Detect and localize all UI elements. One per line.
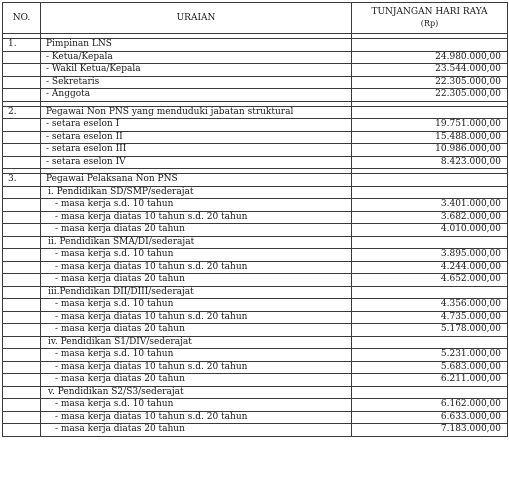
row-number bbox=[3, 424, 41, 437]
row-amount: 3.895.000,00 bbox=[352, 249, 508, 262]
row-number bbox=[3, 411, 41, 424]
row-amount: 4.244.000,00 bbox=[352, 261, 508, 274]
row-amount bbox=[352, 336, 508, 349]
table-row bbox=[3, 361, 508, 374]
row-amount bbox=[352, 106, 508, 119]
row-amount: 5.683.000,00 bbox=[352, 361, 508, 374]
row-number bbox=[3, 311, 41, 324]
row-amount: 24.980.000,00 bbox=[352, 51, 508, 64]
row-number bbox=[3, 211, 41, 224]
table-row bbox=[3, 424, 508, 437]
row-amount: 3.682.000,00 bbox=[352, 211, 508, 224]
header-uraian: URAIAN bbox=[41, 3, 352, 34]
row-amount bbox=[352, 186, 508, 199]
row-number bbox=[3, 374, 41, 387]
row-amount: 6.211.000,00 bbox=[352, 374, 508, 387]
row-description: ii. Pendidikan SMA/DI/sederajat bbox=[41, 236, 352, 249]
table-row bbox=[3, 106, 508, 119]
row-number bbox=[3, 224, 41, 237]
row-number: 2. bbox=[3, 106, 41, 119]
row-description: - masa kerja diatas 10 tahun s.d. 20 tahun bbox=[41, 411, 352, 424]
row-number bbox=[3, 76, 41, 89]
row-description: - setara eselon IV bbox=[41, 156, 352, 169]
table-row bbox=[3, 224, 508, 237]
table-row bbox=[3, 386, 508, 399]
row-number bbox=[3, 119, 41, 132]
row-amount: 7.183.000,00 bbox=[352, 424, 508, 437]
row-description: - Ketua/Kepala bbox=[41, 51, 352, 64]
header-thr-unit: (Rp) bbox=[420, 19, 439, 28]
row-amount: 19.751.000,00 bbox=[352, 119, 508, 132]
table-row bbox=[3, 39, 508, 52]
table-row bbox=[3, 311, 508, 324]
row-description: - masa kerja diatas 10 tahun s.d. 20 tahun bbox=[41, 261, 352, 274]
row-description: - masa kerja diatas 10 tahun s.d. 20 tahun bbox=[41, 361, 352, 374]
row-number bbox=[3, 399, 41, 412]
row-amount: 23.544.000,00 bbox=[352, 64, 508, 77]
row-description: - Wakil Ketua/Kepala bbox=[41, 64, 352, 77]
row-amount: 10.986.000,00 bbox=[352, 144, 508, 157]
row-description: - masa kerja s.d. 10 tahun bbox=[41, 399, 352, 412]
table-row bbox=[3, 249, 508, 262]
table-row bbox=[3, 144, 508, 157]
header-no: NO. bbox=[3, 3, 41, 34]
table-body bbox=[3, 34, 508, 437]
table-row bbox=[3, 186, 508, 199]
table-row bbox=[3, 199, 508, 212]
row-description: - Anggota bbox=[41, 89, 352, 102]
row-number bbox=[3, 199, 41, 212]
row-description: - masa kerja diatas 20 tahun bbox=[41, 324, 352, 337]
row-amount: 5.178.000,00 bbox=[352, 324, 508, 337]
row-amount: 6.633.000,00 bbox=[352, 411, 508, 424]
row-description: - masa kerja diatas 20 tahun bbox=[41, 424, 352, 437]
header-thr bbox=[352, 3, 508, 34]
row-description: - masa kerja s.d. 10 tahun bbox=[41, 199, 352, 212]
row-number: 3. bbox=[3, 174, 41, 187]
row-description: i. Pendidikan SD/SMP/sederajat bbox=[41, 186, 352, 199]
row-number bbox=[3, 89, 41, 102]
row-number bbox=[3, 274, 41, 287]
table-row bbox=[3, 156, 508, 169]
row-description: iv. Pendidikan S1/DIV/sederajat bbox=[41, 336, 352, 349]
row-amount bbox=[352, 386, 508, 399]
table-row bbox=[3, 411, 508, 424]
table-row bbox=[3, 286, 508, 299]
table-row bbox=[3, 399, 508, 412]
row-description: - masa kerja s.d. 10 tahun bbox=[41, 249, 352, 262]
row-amount: 5.231.000,00 bbox=[352, 349, 508, 362]
row-number bbox=[3, 64, 41, 77]
row-description: - masa kerja s.d. 10 tahun bbox=[41, 349, 352, 362]
row-amount bbox=[352, 174, 508, 187]
row-amount: 3.401.000,00 bbox=[352, 199, 508, 212]
row-amount: 8.423.000,00 bbox=[352, 156, 508, 169]
table-row bbox=[3, 51, 508, 64]
row-amount bbox=[352, 39, 508, 52]
row-description: - Sekretaris bbox=[41, 76, 352, 89]
table-row bbox=[3, 89, 508, 102]
row-amount bbox=[352, 236, 508, 249]
table-row bbox=[3, 119, 508, 132]
table-header-row bbox=[3, 3, 508, 34]
row-description: - setara eselon II bbox=[41, 131, 352, 144]
row-description: - masa kerja diatas 10 tahun s.d. 20 tahun bbox=[41, 311, 352, 324]
table-row bbox=[3, 336, 508, 349]
row-number bbox=[3, 286, 41, 299]
row-description: - masa kerja diatas 20 tahun bbox=[41, 374, 352, 387]
row-description: v. Pendidikan S2/S3/sederajat bbox=[41, 386, 352, 399]
row-number bbox=[3, 131, 41, 144]
table-row bbox=[3, 131, 508, 144]
row-description: - setara eselon I bbox=[41, 119, 352, 132]
row-number: 1. bbox=[3, 39, 41, 52]
row-amount: 4.010.000,00 bbox=[352, 224, 508, 237]
row-description: - masa kerja diatas 20 tahun bbox=[41, 224, 352, 237]
row-description: Pegawai Pelaksana Non PNS bbox=[41, 174, 352, 187]
header-thr-title: TUNJANGAN HARI RAYA bbox=[371, 7, 488, 17]
row-number bbox=[3, 144, 41, 157]
table-row bbox=[3, 349, 508, 362]
row-amount bbox=[352, 286, 508, 299]
row-number bbox=[3, 236, 41, 249]
row-amount: 22.305.000,00 bbox=[352, 89, 508, 102]
row-number bbox=[3, 51, 41, 64]
row-amount: 4.356.000,00 bbox=[352, 299, 508, 312]
document-page bbox=[2, 2, 507, 478]
table-row bbox=[3, 274, 508, 287]
row-description: - masa kerja diatas 10 tahun s.d. 20 tahun bbox=[41, 211, 352, 224]
table-row bbox=[3, 324, 508, 337]
row-number bbox=[3, 336, 41, 349]
row-description: Pimpinan LNS bbox=[41, 39, 352, 52]
table-row bbox=[3, 174, 508, 187]
table-row bbox=[3, 261, 508, 274]
table-row bbox=[3, 299, 508, 312]
row-description: - masa kerja s.d. 10 tahun bbox=[41, 299, 352, 312]
row-description: Pegawai Non PNS yang menduduki jabatan struktural bbox=[41, 106, 352, 119]
row-amount: 4.652.000,00 bbox=[352, 274, 508, 287]
table-row bbox=[3, 374, 508, 387]
table-row bbox=[3, 236, 508, 249]
table-row bbox=[3, 64, 508, 77]
row-number bbox=[3, 249, 41, 262]
row-number bbox=[3, 361, 41, 374]
row-amount: 6.162.000,00 bbox=[352, 399, 508, 412]
row-amount: 4.735.000,00 bbox=[352, 311, 508, 324]
table-row bbox=[3, 211, 508, 224]
row-number bbox=[3, 349, 41, 362]
row-description: - masa kerja diatas 20 tahun bbox=[41, 274, 352, 287]
row-amount: 15.488.000,00 bbox=[352, 131, 508, 144]
row-number bbox=[3, 386, 41, 399]
row-number bbox=[3, 261, 41, 274]
row-description: iii.Pendidikan DII/DIII/sederajat bbox=[41, 286, 352, 299]
thr-table bbox=[2, 2, 508, 437]
row-number bbox=[3, 186, 41, 199]
row-description: - setara eselon III bbox=[41, 144, 352, 157]
row-number bbox=[3, 156, 41, 169]
row-amount: 22.305.000,00 bbox=[352, 76, 508, 89]
row-number bbox=[3, 324, 41, 337]
row-number bbox=[3, 299, 41, 312]
table-row bbox=[3, 76, 508, 89]
